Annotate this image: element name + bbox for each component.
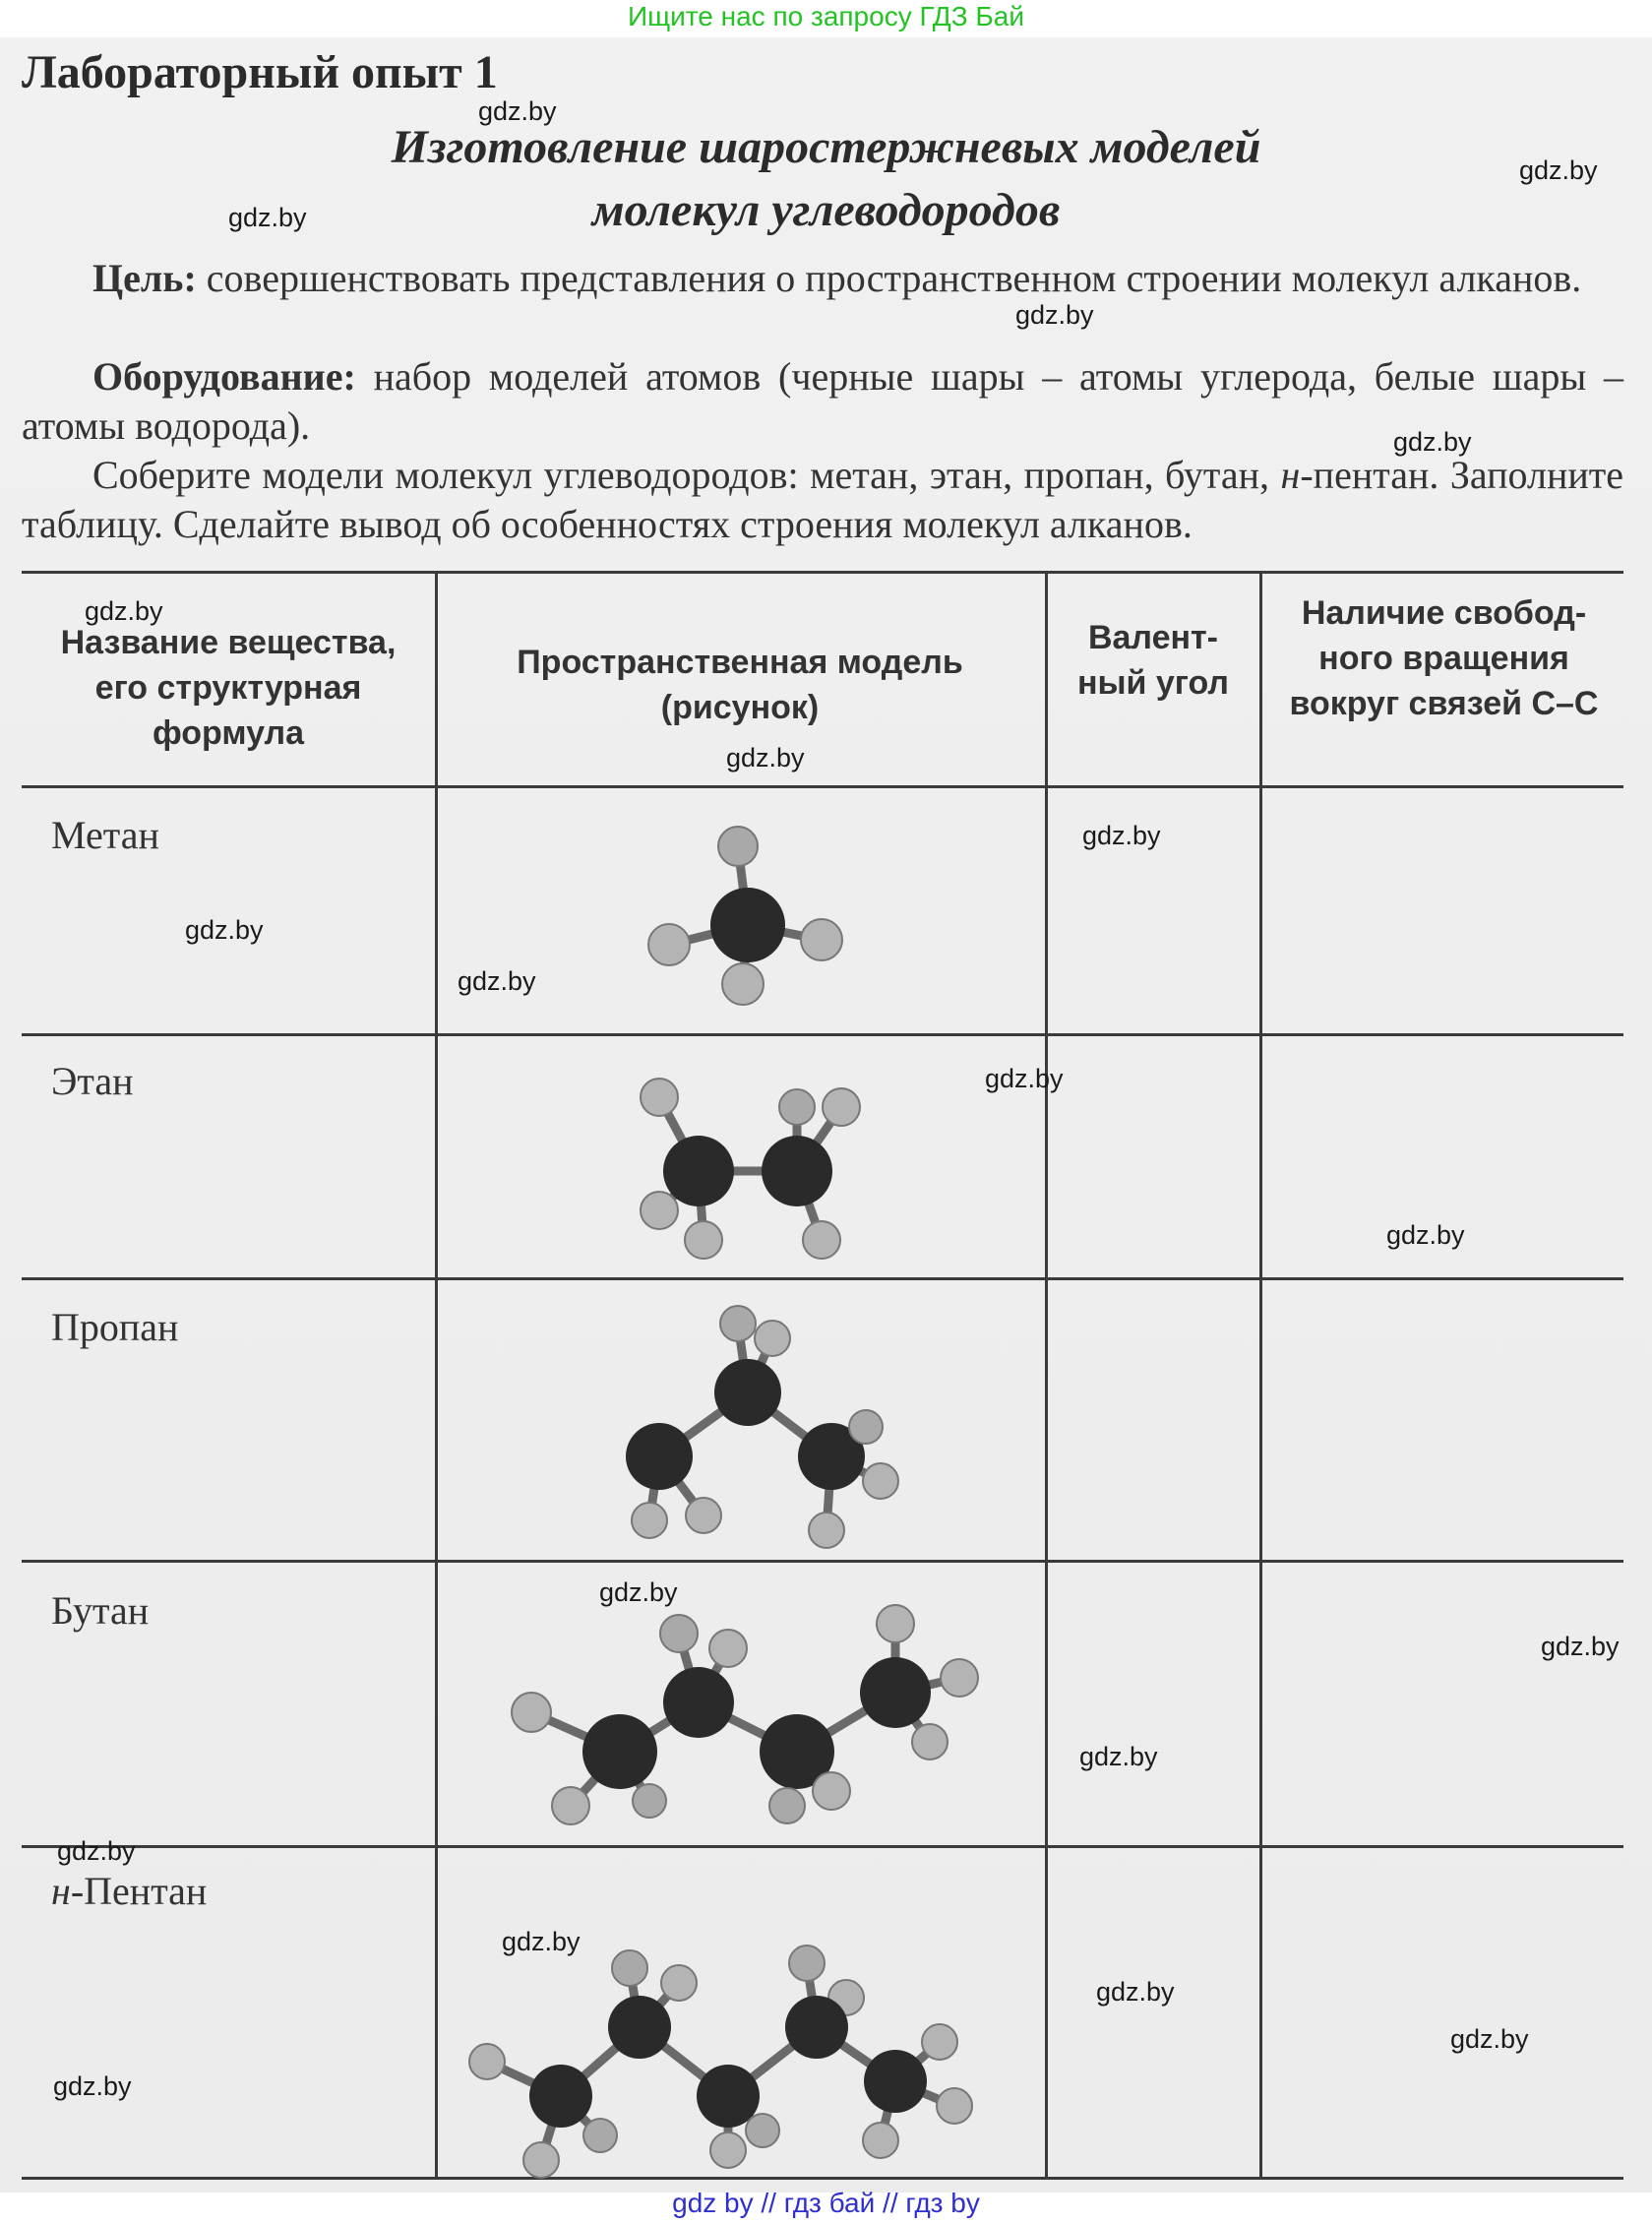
table-column-rule <box>1259 571 1262 2180</box>
table-row-rule <box>22 1033 1623 1036</box>
carbon-atom <box>582 1714 657 1789</box>
page-title: Лабораторный опыт 1 <box>22 46 498 98</box>
task-paragraph <box>22 451 1623 549</box>
hydrogen-atom <box>809 1513 844 1548</box>
row-label-methane: Метан <box>51 813 159 857</box>
hydrogen-atom <box>718 827 758 866</box>
hydrogen-atom <box>648 924 690 965</box>
task-italic-n: н <box>1280 453 1301 497</box>
table-column-rule <box>435 571 438 2180</box>
hydrogen-atom <box>632 1503 667 1538</box>
subtitle-line-2: молекул углеводородов <box>591 184 1061 236</box>
butane-model <box>492 1594 1004 1830</box>
watermark: gdz.by <box>1015 300 1094 330</box>
hydrogen-atom <box>552 1787 589 1824</box>
hydrogen-atom <box>660 1615 698 1652</box>
hydrogen-atom <box>523 2142 559 2178</box>
table-bottom-rule <box>22 2177 1623 2180</box>
table-row-rule <box>22 1277 1623 1280</box>
watermark: gdz.by <box>1393 427 1472 457</box>
carbon-atom <box>860 1657 931 1728</box>
watermark: gdz.by <box>478 96 557 126</box>
top-banner[interactable]: Ищите нас по запросу ГДЗ Бай <box>627 1 1025 31</box>
watermark: gdz.by <box>1541 1632 1620 1661</box>
equipment-label: Оборудование: <box>92 354 356 399</box>
hydrogen-atom <box>710 2132 746 2168</box>
hydrogen-atom <box>512 1693 551 1732</box>
hydrogen-atom <box>941 1659 978 1697</box>
hydrogen-atom <box>746 2114 779 2147</box>
carbon-atom <box>785 1996 848 2059</box>
hydrogen-atom <box>755 1321 790 1356</box>
table-row-rule <box>22 1845 1623 1848</box>
header-rotation: Наличие свобод-ного вращения вокруг связей С–С <box>1289 594 1599 722</box>
hydrogen-atom <box>801 919 842 960</box>
carbon-atom <box>626 1423 693 1490</box>
carbon-atom <box>714 1359 781 1426</box>
watermark: gdz.by <box>1386 1220 1465 1250</box>
row-label-pentane <box>51 1868 207 1914</box>
goal-text: совершенствовать представления о пространственном строении молекул алканов. <box>196 256 1582 300</box>
watermark: gdz.by <box>1079 1742 1158 1771</box>
row-label-ethane: Этан <box>51 1059 134 1103</box>
equipment-text: набор моделей атомов (черные шары – атомы углерода, белые шары – атомы водорода). <box>22 354 1623 448</box>
header-angle: Валент-ный угол <box>1076 619 1230 702</box>
hydrogen-atom <box>789 1946 825 1981</box>
hydrogen-atom <box>641 1192 678 1229</box>
hydrogen-atom <box>583 2119 617 2152</box>
hydrogen-atom <box>769 1788 805 1823</box>
hydrogen-atom <box>612 1950 647 1986</box>
hydrogen-atom <box>813 1772 850 1810</box>
carbon-atom <box>663 1136 734 1206</box>
watermark: gdz.by <box>726 743 805 772</box>
row-label-propane: Пропан <box>51 1305 179 1349</box>
task-text-1: Соберите модели молекул углеводородов: метан, этан, пропан, бутан, <box>92 453 1281 497</box>
propane-model <box>600 1299 905 1555</box>
hydrogen-atom <box>633 1784 666 1818</box>
carbon-atom <box>529 2065 592 2128</box>
header-model: Пространственная модель (рисунок) <box>517 644 963 726</box>
goal-label: Цель: <box>92 256 197 300</box>
hydrogen-atom <box>685 1221 722 1259</box>
hydrogen-atom <box>937 2088 972 2124</box>
hydrogen-atom <box>922 2024 957 2060</box>
watermark: gdz.by <box>1450 2024 1529 2054</box>
subtitle-line-1: Изготовление шаростержневых моделей <box>391 121 1261 173</box>
watermark: gdz.by <box>985 1064 1064 1093</box>
hydrogen-atom <box>709 1630 747 1667</box>
watermark: gdz.by <box>1096 1977 1175 2007</box>
methane-model <box>630 807 866 1023</box>
hydrogen-atom <box>641 1079 678 1116</box>
watermark: gdz.by <box>185 915 264 945</box>
hydrogen-atom <box>661 1965 697 2001</box>
watermark: gdz.by <box>458 966 536 996</box>
carbon-atom <box>608 1996 671 2059</box>
equipment-paragraph <box>22 352 1623 451</box>
watermark: gdz.by <box>1082 821 1161 850</box>
carbon-atom <box>663 1667 734 1738</box>
hydrogen-atom <box>469 2044 505 2079</box>
carbon-atom <box>710 888 785 962</box>
hydrogen-atom <box>803 1221 840 1259</box>
table-header-rule <box>22 785 1623 788</box>
watermark: gdz.by <box>502 1927 581 1956</box>
pentane-prefix: н <box>51 1869 71 1913</box>
watermark: gdz.by <box>1519 155 1598 185</box>
watermark: gdz.by <box>228 203 307 232</box>
hydrogen-atom <box>877 1605 914 1642</box>
hydrogen-atom <box>720 1306 756 1341</box>
task-text-2: -пентан. Заполните таблицу. Сделайте вывод об особенностях строения молекул алканов. <box>22 453 1623 546</box>
goal-paragraph <box>22 254 1623 303</box>
carbon-atom <box>864 2050 927 2113</box>
hydrogen-atom <box>912 1724 948 1760</box>
watermark: gdz.by <box>599 1577 678 1607</box>
bottom-banner[interactable]: gdz by // гдз бай // гдз by <box>672 2188 980 2218</box>
carbon-atom <box>762 1136 832 1206</box>
hydrogen-atom <box>722 963 764 1005</box>
table-row-rule <box>22 1560 1623 1563</box>
pentane-model <box>462 1939 1013 2175</box>
watermark: gdz.by <box>53 2071 132 2101</box>
watermark: gdz.by <box>85 596 163 626</box>
table-column-rule <box>1045 571 1048 2180</box>
hydrogen-atom <box>863 2123 898 2158</box>
table-top-rule <box>22 571 1623 574</box>
header-substance: Название вещества, его структурная формула <box>60 624 397 752</box>
pentane-name: -Пентан <box>70 1869 208 1913</box>
watermark: gdz.by <box>57 1836 136 1866</box>
row-label-butane: Бутан <box>51 1588 150 1633</box>
hydrogen-atom <box>823 1088 860 1126</box>
ethane-model <box>620 1063 876 1269</box>
hydrogen-atom <box>686 1498 721 1533</box>
hydrogen-atom <box>779 1089 815 1125</box>
hydrogen-atom <box>849 1410 883 1444</box>
hydrogen-atom <box>863 1463 898 1499</box>
